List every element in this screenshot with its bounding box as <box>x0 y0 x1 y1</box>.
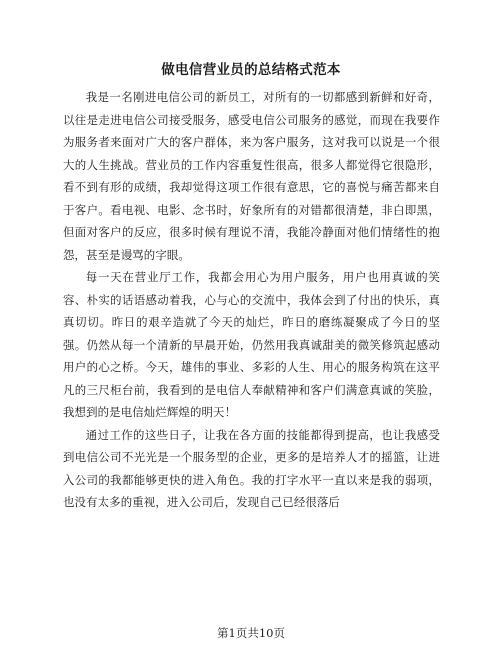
paragraph-2: 每一天在营业厅工作，我都会用心为用户服务，用户也用真诚的笑容、朴实的话语感动着我，心与心的交流中，我体会到了付出的快乐，真真切切。昨日的艰辛造就了今天的灿烂，昨日的磨练凝聚成了今日的坚强。仍然从每一个清新的早晨开始，仍然用我真诚甜美的微笑修筑起感动用户的心之桥。今天，雄伟的事业、多彩的人生、用心的服务构筑在这平凡的三尺柜台前，我看到的是电信人奉献精神和客户们满意真诚的笑脸，我想到的是电信灿烂辉煌的明天！ <box>63 270 440 419</box>
document-body <box>63 86 440 514</box>
paragraph-1: 我是一名刚进电信公司的新员工，对所有的一切都感到新鲜和好奇，以往是走进电信公司接受服务，感受电信公司服务的感觉，而现在我要作为服务者来面对广大的客户群体，来为客户服务，这对我可以说是一个很大的人生挑战。营业员的工作内容重复性很高，很多人都觉得它很隐形，看不到有形的成绩，我却觉得这项工作很有意思，它的喜悦与痛苦都来自于客户。看电视、电影、念书时，好象所有的对错都很清楚，非白即黑，但面对客户的反应，很多时候有理说不清，我能冷静面对他们情绪性的抱怨，甚至是谩骂的字眼。 <box>63 90 440 262</box>
page-number-footer: 第1页共10页 <box>217 626 285 640</box>
paragraph-3: 通过工作的这些日子，让我在各方面的技能都得到提高，也让我感受到电信公司不光光是一个服务型的企业，更多的是培养人才的摇篮，让进入公司的我都能够更快的进入角色。我的打字水平一直以来是我的弱项，也没有太多的重视，进入公司后，发现自己已经很落后 <box>63 427 440 509</box>
document-title: 做电信营业员的总结格式范本 <box>161 62 341 78</box>
